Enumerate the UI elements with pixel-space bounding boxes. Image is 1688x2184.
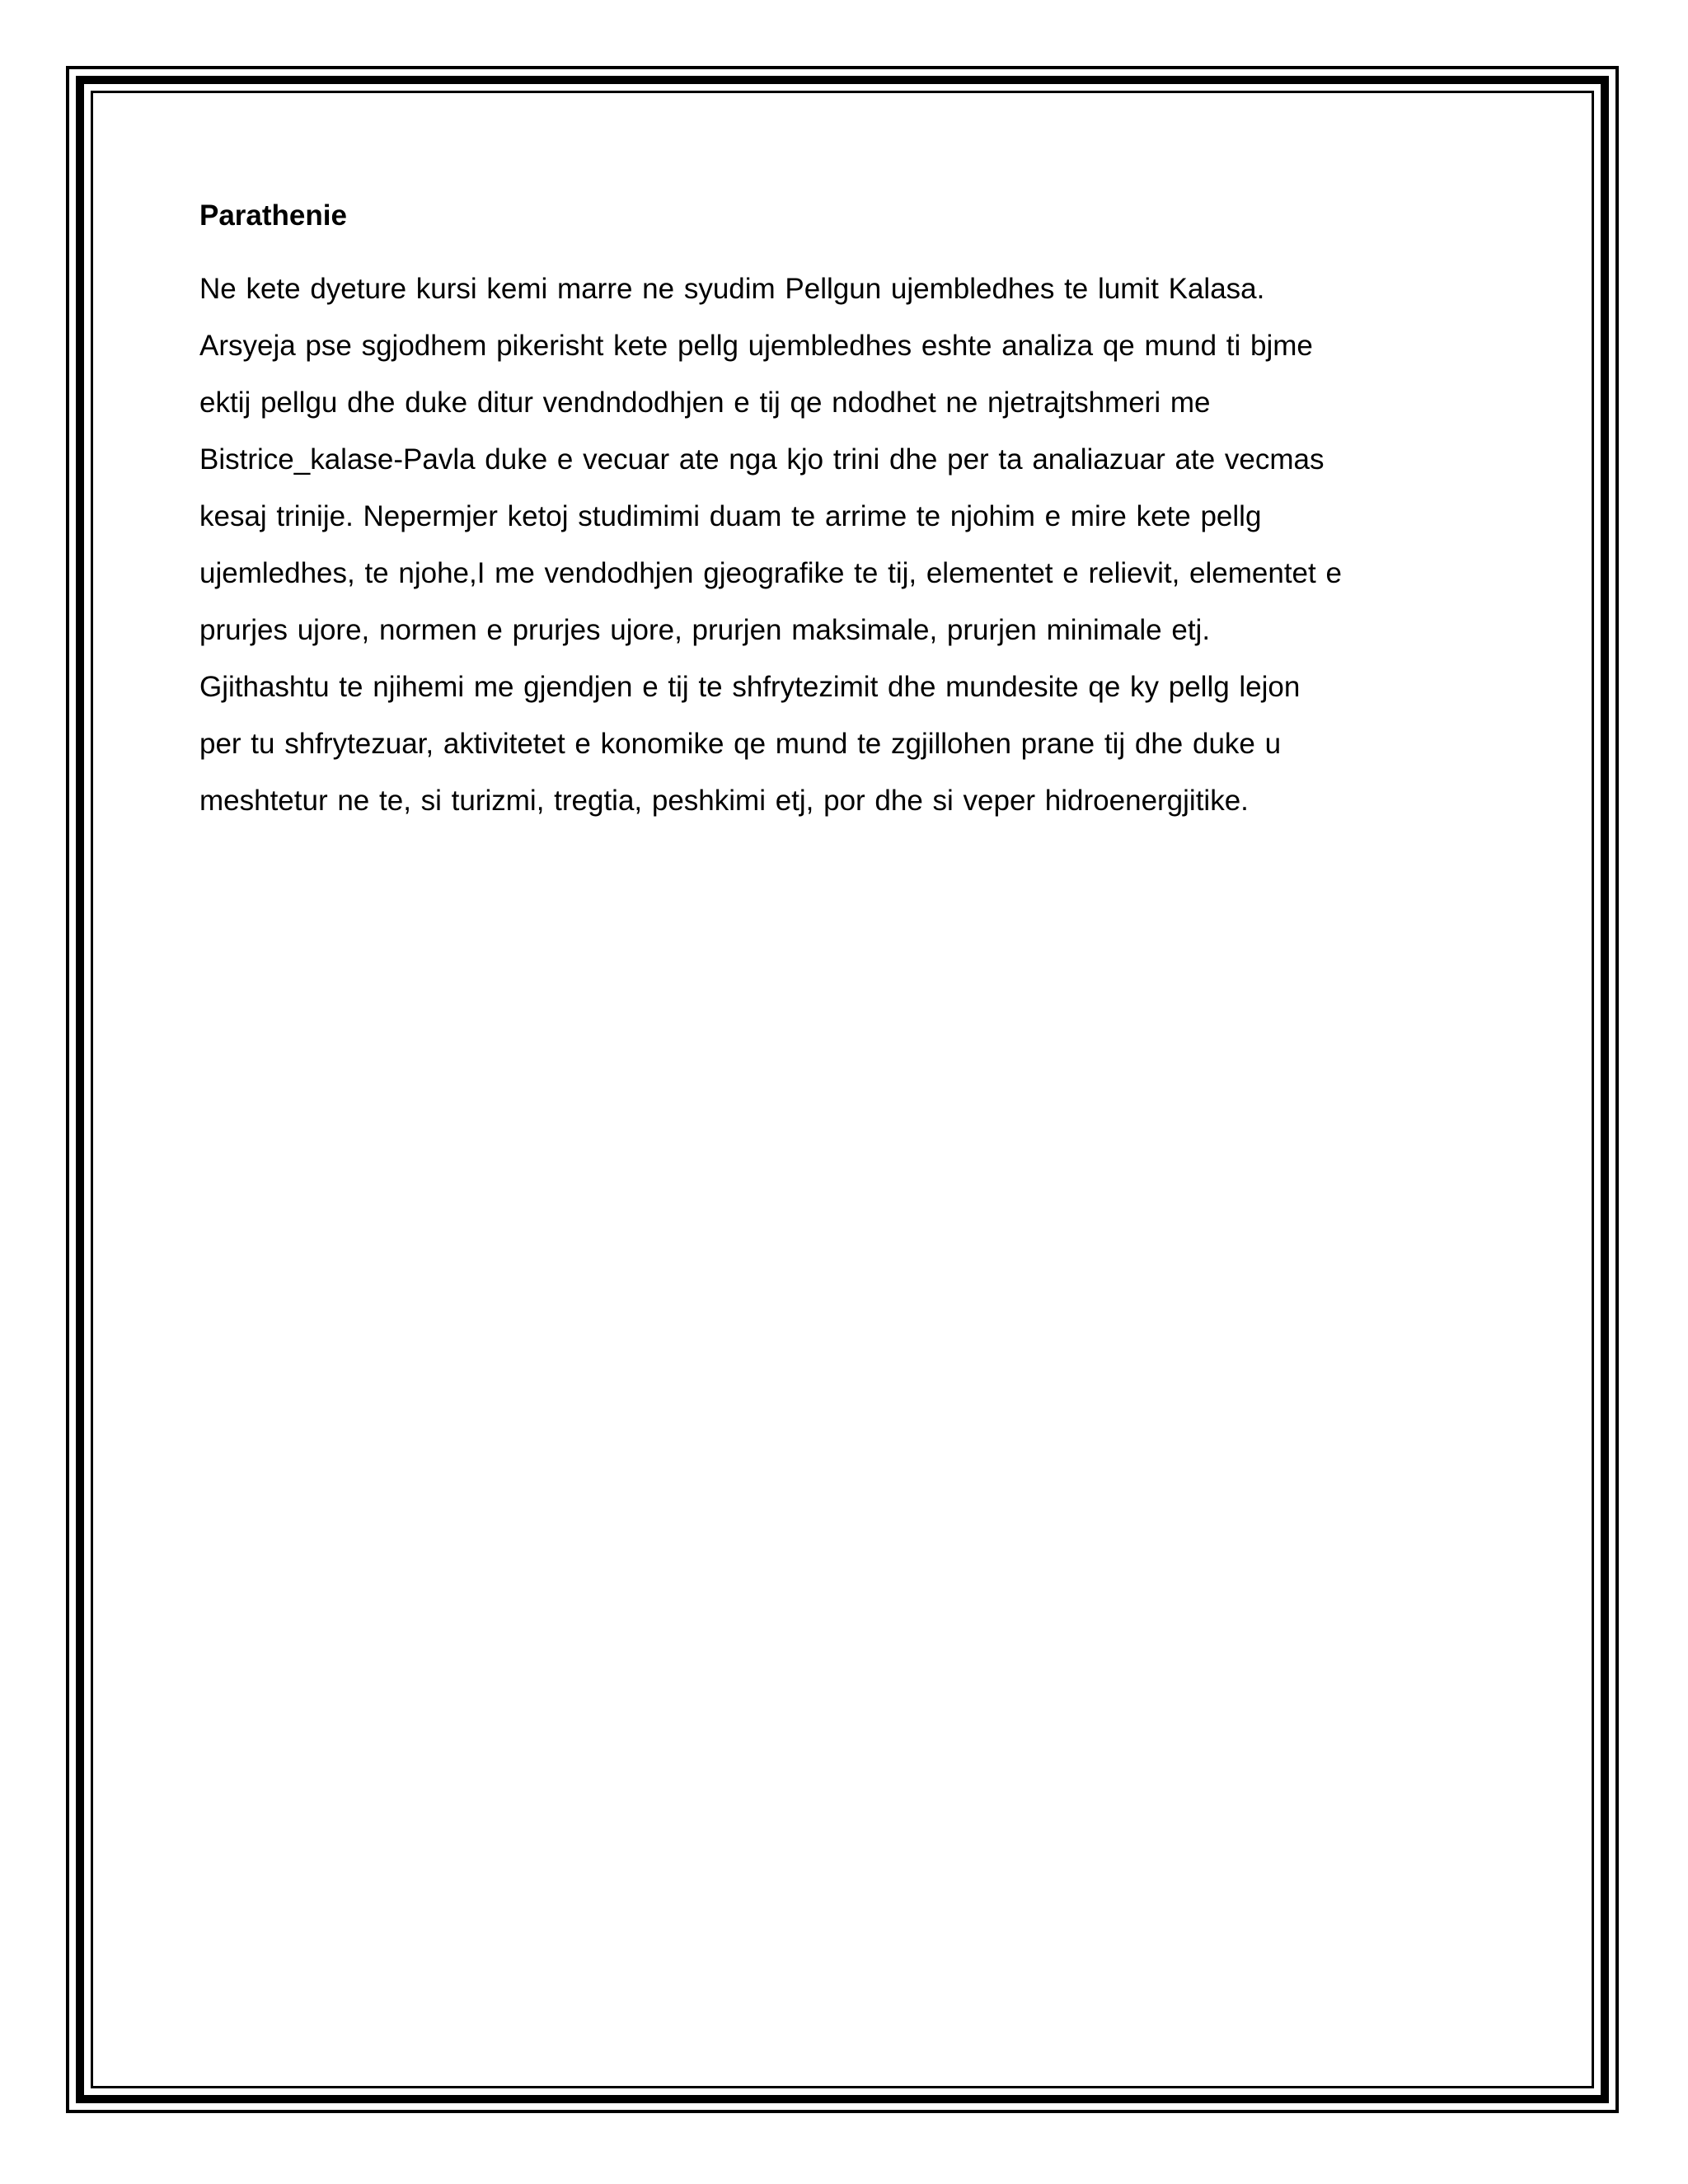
- paragraph-line: Bistrice_kalase-Pavla duke e vecuar ate nga kjo trini dhe per ta analiazuar ate vecmas: [199, 443, 1325, 476]
- paragraph-line: Ne kete dyeture kursi kemi marre ne syudim Pellgun ujembledhes te lumit Kalasa.: [199, 273, 1265, 305]
- paragraph-line: Arsyeja pse sgjodhem pikerisht kete pellg ujembledhes eshte analiza qe mund ti bjme: [199, 330, 1313, 362]
- paragraph-line: per tu shfrytezuar, aktivitetet e konomike qe mund te zgjillohen prane tij dhe duke u: [199, 728, 1282, 760]
- paragraph-line: ujemledhes, te njohe,I me vendodhjen gjeografike te tij, elementet e relievit, elementet e: [199, 557, 1342, 589]
- paragraph-line: kesaj trinije. Nepermjer ketoj studimimi duam te arrime te njohim e mire kete pellg: [199, 500, 1262, 532]
- paragraph-line: ektij pellgu dhe duke ditur vendndodhjen e tij qe ndodhet ne njetrajtshmeri me: [199, 387, 1211, 419]
- body-paragraph: [199, 260, 1518, 829]
- section-heading: Parathenie: [199, 199, 347, 232]
- document-content: [199, 196, 1518, 829]
- paragraph-line: prurjes ujore, normen e prurjes ujore, prurjen maksimale, prurjen minimale etj.: [199, 614, 1211, 646]
- paragraph-line: meshtetur ne te, si turizmi, tregtia, peshkimi etj, por dhe si veper hidroenergjitike.: [199, 785, 1249, 817]
- paragraph-line: Gjithashtu te njihemi me gjendjen e tij te shfrytezimit dhe mundesite qe ky pellg lejon: [199, 671, 1301, 703]
